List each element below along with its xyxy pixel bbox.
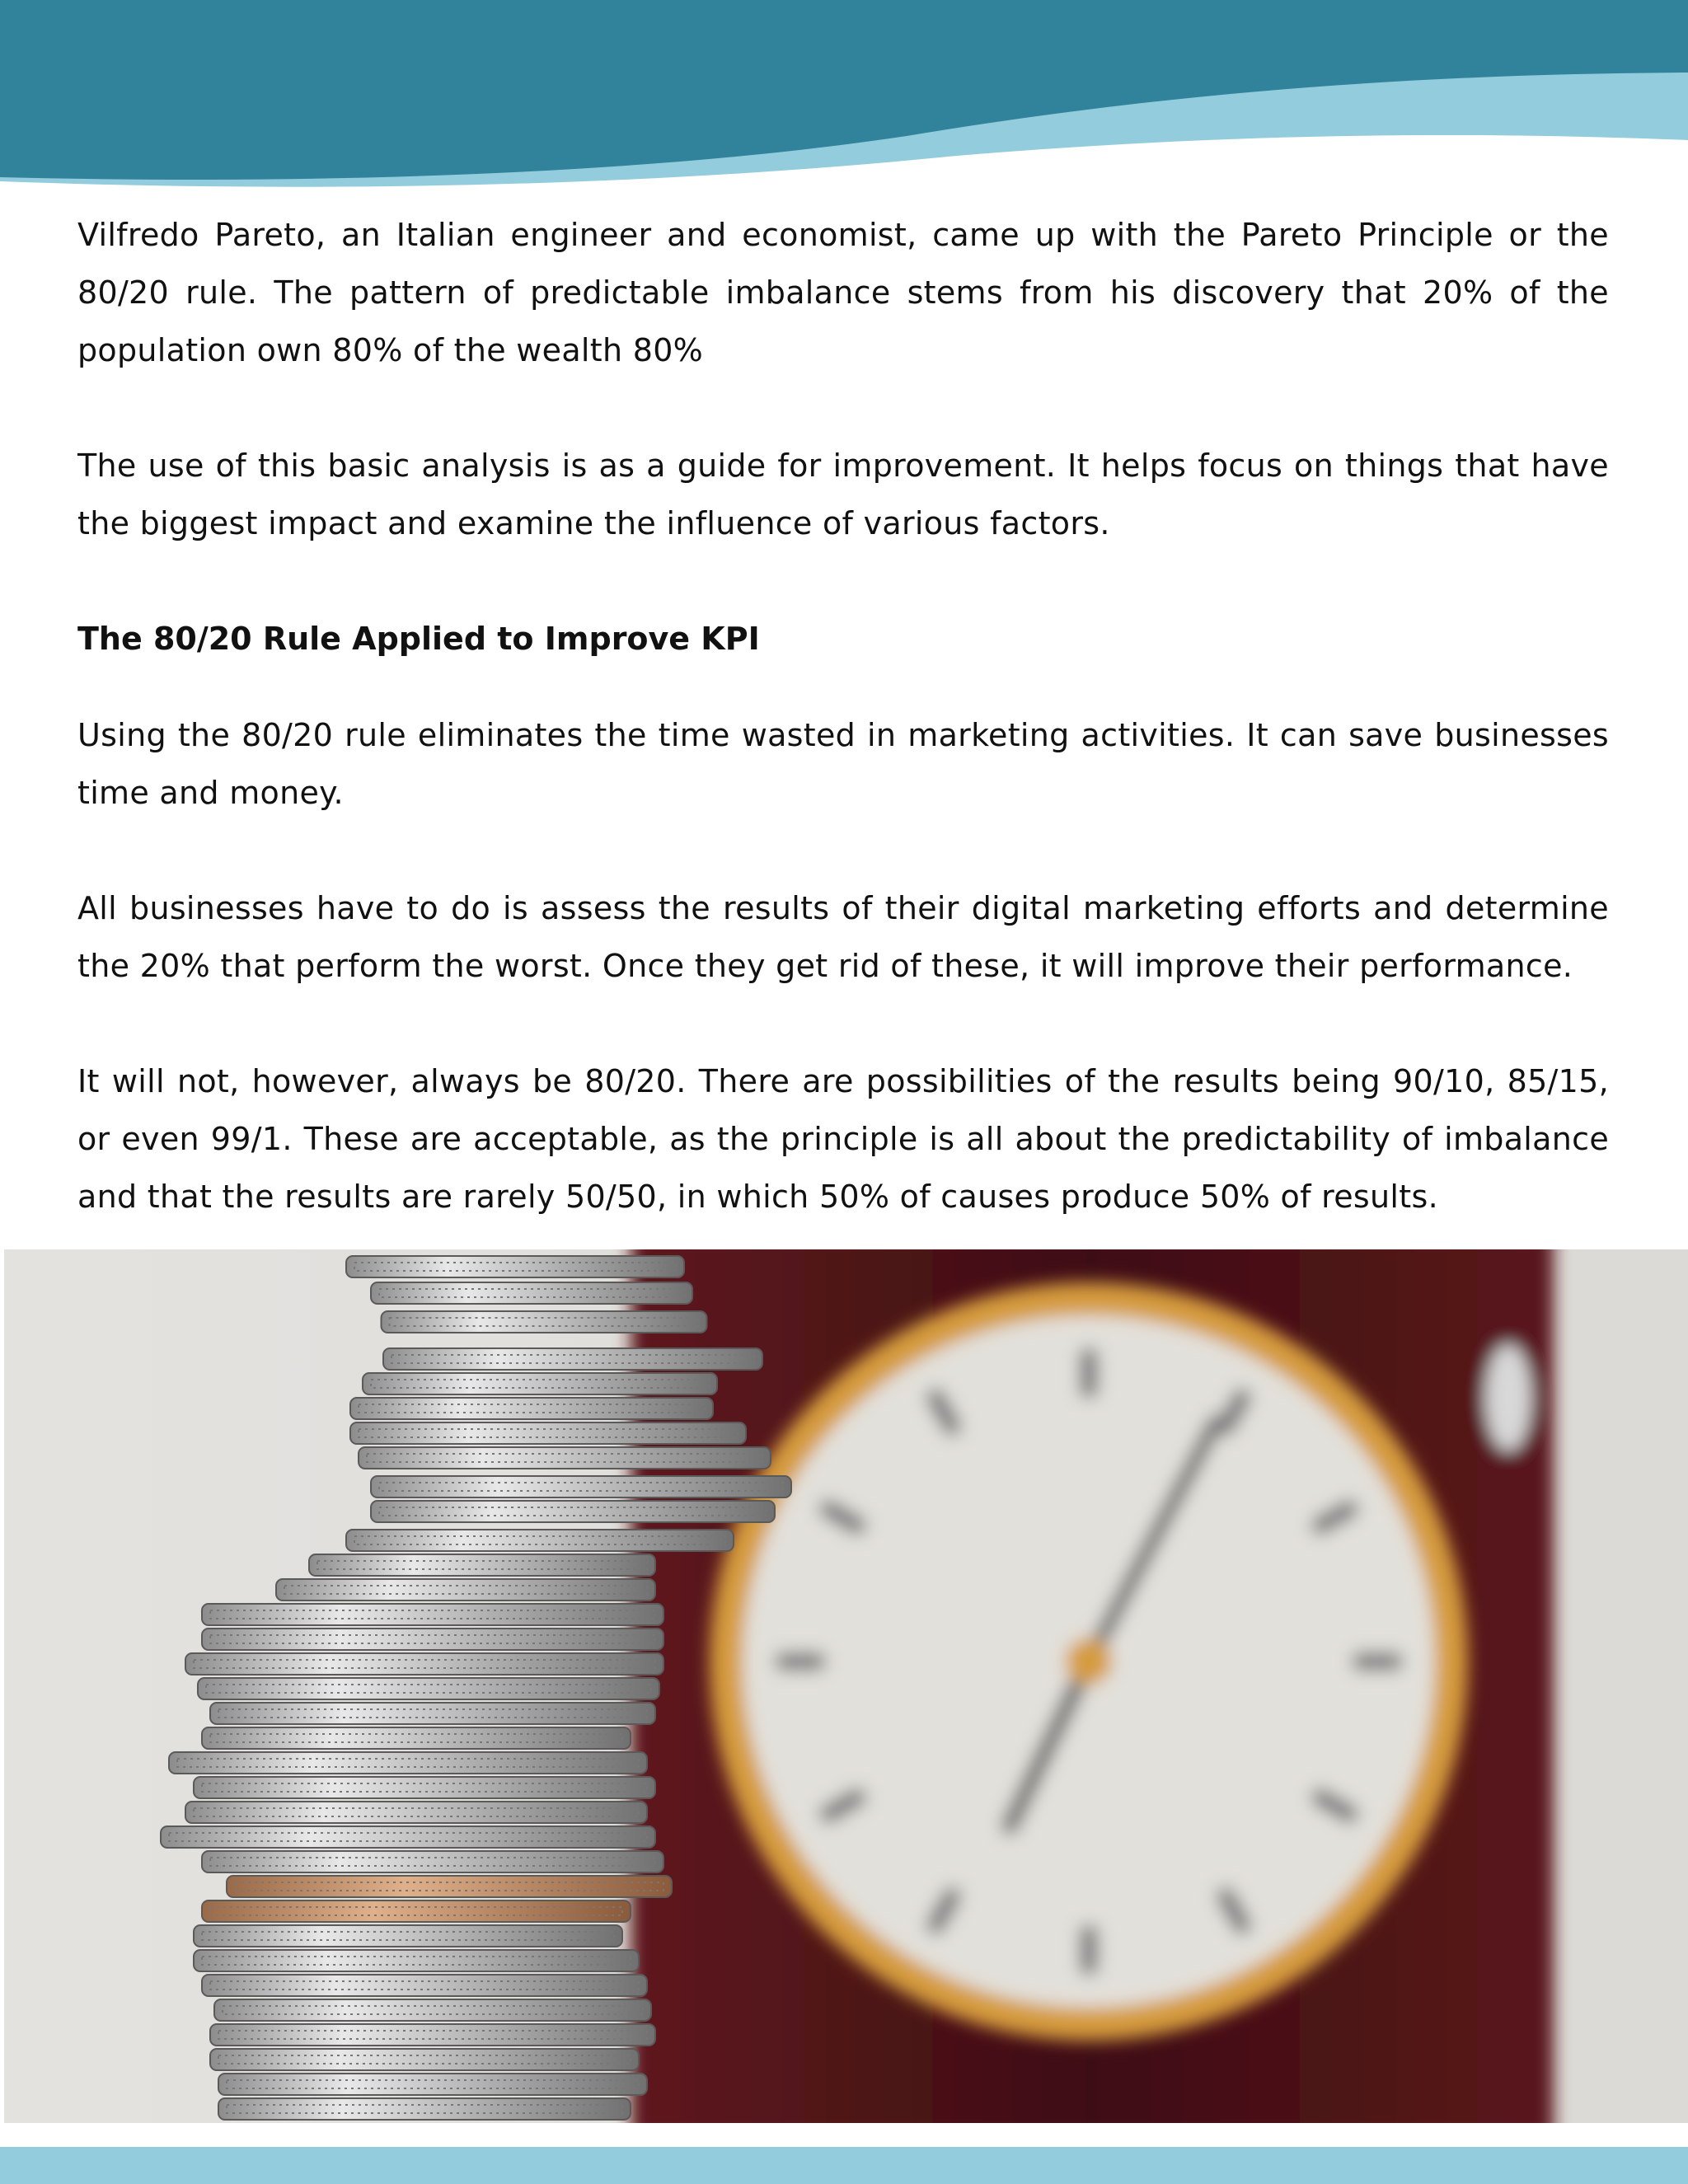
- coin: [218, 2074, 647, 2095]
- coin: [350, 1422, 746, 1444]
- coin: [194, 1925, 622, 1947]
- coin: [371, 1282, 692, 1304]
- coin: [194, 1950, 639, 1971]
- document-body: [77, 206, 1609, 1226]
- header-wave-decoration: [0, 0, 1688, 202]
- coin: [383, 1348, 762, 1370]
- coin: [350, 1398, 713, 1419]
- section-heading: The 80/20 Rule Applied to Improve KPI: [77, 621, 760, 657]
- coin: [276, 1579, 655, 1601]
- clock-icon: [710, 1282, 1468, 2041]
- coin: [346, 1256, 684, 1277]
- coin: [185, 1653, 663, 1675]
- coin: [227, 1876, 672, 1897]
- coin: [309, 1554, 655, 1576]
- paragraph-ratios: It will not, however, always be 80/20. There are possibilities of the results being 90/10, 85/15, or even 99/1. These are acceptable, as the principle is all about the predictability of imbalance and that the results are rarely 50/50, in which 50% of causes produce 50% of results.: [77, 1063, 1609, 1215]
- coin: [210, 1703, 655, 1724]
- coin: [194, 1777, 655, 1798]
- coin: [218, 2098, 631, 2120]
- coin: [161, 1826, 655, 1848]
- coin: [210, 2049, 639, 2070]
- coin: [169, 1752, 647, 1774]
- coin: [382, 1311, 707, 1333]
- paragraph-assess: All businesses have to do is assess the results of their digital marketing efforts and determine the 20% that perform the worst. Once they get rid of these, it will improve their performance.: [77, 890, 1609, 984]
- coin: [210, 2024, 655, 2046]
- coin: [371, 1476, 791, 1497]
- coin: [359, 1447, 771, 1469]
- coin: [202, 1900, 631, 1922]
- coin: [185, 1802, 647, 1823]
- coin: [202, 1604, 663, 1625]
- coin: [202, 1629, 663, 1650]
- coin: [202, 1975, 647, 1996]
- coin: [363, 1373, 717, 1394]
- coin: [346, 1530, 734, 1551]
- coins-and-clock-photo: [4, 1249, 1688, 2123]
- paragraph-use: The use of this basic analysis is as a guide for improvement. It helps focus on things that have the biggest impact and examine the influence of various factors.: [77, 448, 1609, 541]
- paragraph-intro: Vilfredo Pareto, an Italian engineer and economist, came up with the Pareto Principle or the 80/20 rule. The pattern of predictable imbalance stems from his discovery that 20% of the population own 80% of the wealth 80%: [77, 217, 1609, 368]
- coin: [214, 1999, 651, 2021]
- coin: [198, 1678, 659, 1699]
- coin: [371, 1501, 775, 1522]
- footer-bar: [0, 2147, 1688, 2184]
- coin: [202, 1851, 663, 1872]
- coin: [202, 1727, 631, 1749]
- paragraph-kpi: Using the 80/20 rule eliminates the time wasted in marketing activities. It can save businesses time and money.: [77, 717, 1609, 811]
